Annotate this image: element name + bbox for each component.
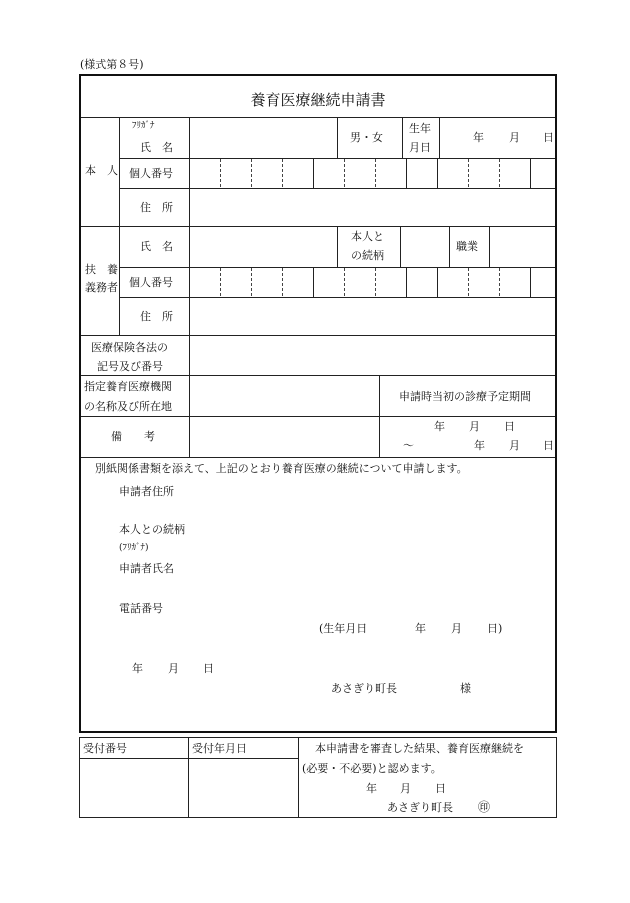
- institution-label: の名称及び所在地: [84, 400, 172, 413]
- remarks-label: 備 考: [111, 430, 155, 443]
- guardian-section-label: 扶 養: [85, 263, 118, 276]
- rule: [119, 158, 555, 159]
- patient-section-label: 本 人: [85, 164, 118, 177]
- page-title: 養育医療継続申請書: [250, 91, 386, 109]
- rule: [81, 335, 555, 336]
- rule: [81, 416, 555, 417]
- birth-label: 生年: [409, 122, 431, 135]
- guardian-name-label: 氏 名: [140, 240, 173, 253]
- rule: [81, 375, 555, 376]
- date-month: 月: [509, 131, 520, 144]
- occupation-label: 職業: [456, 240, 478, 253]
- receipt-date-label: 受付年月日: [192, 742, 247, 755]
- rule: [449, 226, 450, 267]
- sex-options: 男・女: [350, 131, 383, 144]
- application-year: 年: [132, 662, 143, 675]
- rule: [400, 226, 401, 267]
- birth-open: (生年月日: [319, 622, 368, 635]
- period-start-year: 年: [434, 420, 445, 433]
- rule: [439, 117, 440, 158]
- relation-label: 本人と: [351, 230, 384, 243]
- rule: [489, 226, 490, 267]
- guardian-section-label: 義務者: [85, 281, 118, 294]
- seal-mark: ㊞: [478, 800, 491, 814]
- applicant-phone-label: 電話番号: [119, 602, 163, 615]
- decision-day: 日: [435, 782, 446, 795]
- id-number-label: 個人番号: [129, 167, 173, 180]
- form-number: (様式第８号): [80, 58, 144, 71]
- date-day: 日: [543, 131, 554, 144]
- rule: [337, 226, 338, 267]
- birth-year: 年: [415, 622, 426, 635]
- name-label: 氏 名: [140, 141, 173, 154]
- rule: [189, 117, 190, 457]
- period-tilde: ～: [403, 439, 414, 452]
- rule: [119, 188, 555, 189]
- application-form: [79, 74, 557, 733]
- rule: [337, 117, 338, 158]
- rule: [119, 267, 555, 268]
- birth-month: 月: [451, 622, 462, 635]
- relation-label: の続柄: [351, 249, 384, 262]
- date-year: 年: [473, 131, 484, 144]
- institution-label: 指定養育医療機関: [84, 380, 172, 393]
- applicant-relation-label: 本人との続柄: [119, 523, 185, 536]
- application-month: 月: [168, 662, 179, 675]
- rule: [81, 226, 555, 227]
- period-start-month: 月: [469, 420, 480, 433]
- insurance-label: 医療保険各法の: [91, 341, 168, 354]
- office-use-table: [79, 737, 557, 818]
- decision-text: 本申請書を審査した結果、養育医療継続を: [315, 742, 524, 755]
- decision-year: 年: [366, 782, 377, 795]
- address-label: 住 所: [140, 201, 173, 214]
- guardian-address-label: 住 所: [140, 310, 173, 323]
- period-end-year: 年: [474, 439, 485, 452]
- rule: [81, 117, 555, 118]
- insurance-label: 記号及び番号: [97, 360, 163, 373]
- rule: [119, 297, 555, 298]
- applicant-furigana-label: (ﾌﾘｶﾞﾅ): [119, 543, 149, 553]
- applicant-address-label: 申請者住所: [119, 485, 174, 498]
- application-day: 日: [203, 662, 214, 675]
- period-end-month: 月: [509, 439, 520, 452]
- guardian-id-label: 個人番号: [129, 276, 173, 289]
- addressee-honorific: 様: [460, 682, 471, 695]
- addressee: あさぎり町長: [331, 682, 397, 695]
- decision-month: 月: [400, 782, 411, 795]
- statement: 別紙関係書類を添えて、上記のとおり養育医療の継続について申請します。: [95, 462, 468, 475]
- furigana-label: ﾌﾘｶﾞﾅ: [132, 121, 155, 131]
- birth-label: 月日: [409, 141, 431, 154]
- period-start-day: 日: [504, 420, 515, 433]
- rule: [379, 375, 380, 457]
- birth-close: 日): [487, 622, 503, 635]
- rule: [81, 457, 555, 458]
- period-label: 申請時当初の診療予定期間: [399, 390, 531, 403]
- applicant-name-label: 申請者氏名: [119, 562, 174, 575]
- rule: [402, 117, 403, 158]
- period-end-day: 日: [543, 439, 554, 452]
- receipt-number-label: 受付番号: [83, 742, 127, 755]
- decision-text: (必要・不必要)と認めます。: [302, 762, 442, 775]
- rule: [119, 117, 120, 335]
- mayor-label: あさぎり町長: [387, 801, 453, 814]
